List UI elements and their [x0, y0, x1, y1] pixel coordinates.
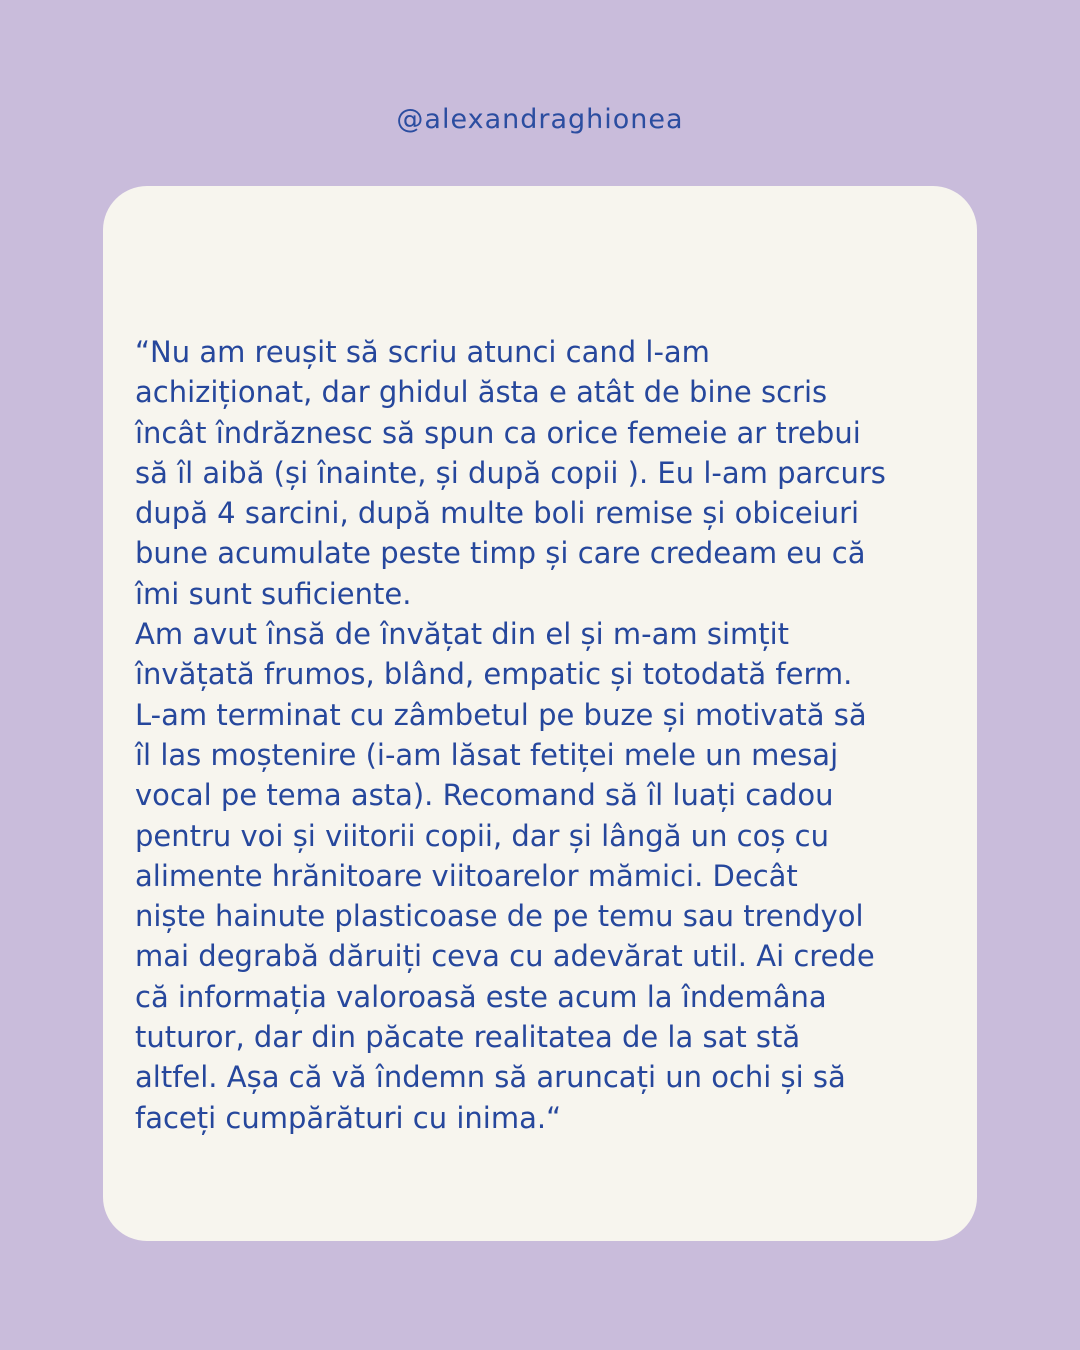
account-handle: @alexandraghionea: [396, 104, 684, 135]
testimonial-quote: “Nu am reușit să scriu atunci cand l-am achiziționat, dar ghidul ăsta e atât de bine scris încât îndrăznesc să spun ca orice femeie ar trebui să îl aibă (și înainte, și după copii ). Eu l-am parcurs după 4 sarcini, după multe boli remise și obiceiuri bune acumulate peste timp și care credeam eu că îmi sunt suficiente. Am avut însă de învățat din el și m-am simțit învățată frumos, blând, empatic și totodată ferm. L-am terminat cu zâmbetul pe buze și motivată să îl las moștenire (i-am lăsat fetiței mele un mesaj vocal pe tema asta). Recomand să îl luați cadou pentru voi și viitorii copii, dar și lângă un coș cu alimente hrănitoare viitoarelor mămici. Decât niște hainute plasticoase de pe temu sau trendyol mai degrabă dăruiți ceva cu adevărat util. Ai crede că informația valoroasă este acum la îndemâna tuturor, dar din păcate realitatea de la sat stă altfel. Așa că vă îndemn să aruncați un ochi și să faceți cumpărături cu inima.“: [135, 335, 886, 1135]
testimonial-card: [103, 186, 977, 1241]
